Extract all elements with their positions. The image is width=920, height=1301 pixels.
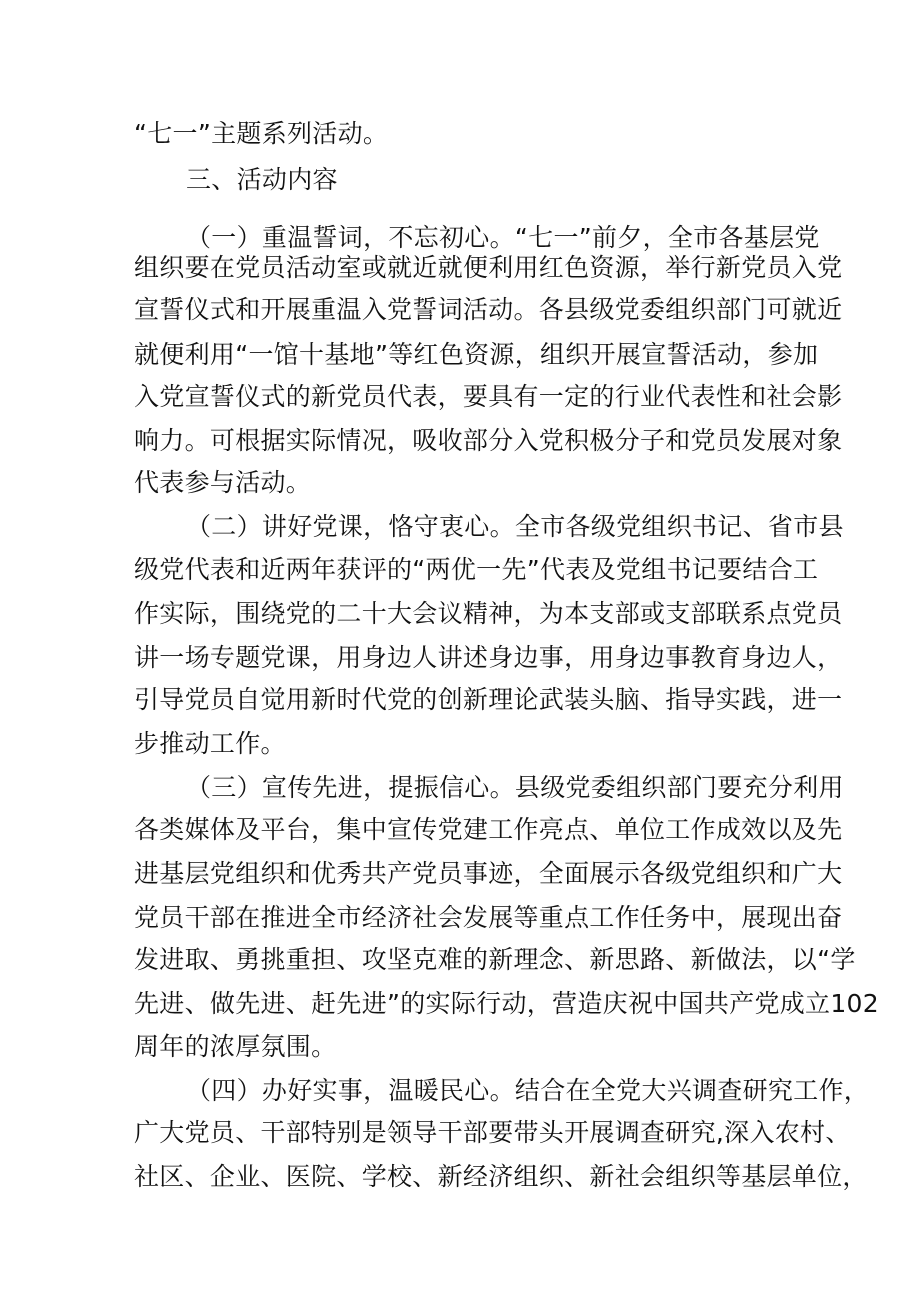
paragraph-1-line-4: 就便利用“一馆十基地”等红色资源，组织开展宣誓活动，参加	[134, 340, 819, 369]
paragraph-1-line-3: 宣誓仪式和开展重温入党誓词活动。各县级党委组织部门可就近	[134, 295, 843, 324]
paragraph-2-line-3: 作实际，围绕党的二十大会议精神，为本支部或支部联系点党员	[134, 599, 843, 628]
paragraph-2-line-6: 步推动工作。	[134, 729, 286, 758]
paragraph-2-line-2: 级党代表和近两年获评的“两优一先”代表及党组书记要结合工	[134, 555, 819, 584]
paragraph-3-line-3: 进基层党组织和优秀共产党员事迹，全面展示各级党组织和广大	[134, 859, 843, 888]
paragraph-4-line-2: 广大党员、干部特别是领导干部要带头开展调查研究,深入农村、	[134, 1118, 851, 1147]
paragraph-3-line-2: 各类媒体及平台，集中宣传党建工作亮点、单位工作成效以及先	[134, 815, 843, 844]
paragraph-3-line-7: 周年的浓厚氛围。	[134, 1032, 337, 1061]
paragraph-3-line-5: 发进取、勇挑重担、攻坚克难的新理念、新思路、新做法，以“学	[134, 945, 856, 974]
paragraph-2-line-5: 引导党员自觉用新时代党的创新理论武装头脑、指导实践，进一	[134, 685, 843, 714]
paragraph-3-line-4: 党员干部在推进全市经济社会发展等重点工作任务中，展现出奋	[134, 903, 843, 932]
paragraph-4-line-3: 社区、企业、医院、学校、新经济组织、新社会组织等基层单位，	[134, 1162, 868, 1191]
paragraph-1-line-1: （一）重温誓词，不忘初心。“七一”前夕，全市各基层党	[186, 223, 820, 252]
text-line-1: “七一”主题系列活动。	[134, 119, 389, 148]
paragraph-2-line-1: （二）讲好党课，恪守衷心。全市各级党组织书记、省市县	[186, 512, 844, 541]
paragraph-4-line-1: （四）办好实事，温暖民心。结合在全党大兴调查研究工作，	[186, 1076, 870, 1105]
paragraph-2-line-4: 讲一场专题党课，用身边人讲述身边事，用身边事教育身边人，	[134, 643, 843, 672]
paragraph-3-line-6: 先进、做先进、赶先进”的实际行动，营造庆祝中国共产党成立102	[134, 989, 879, 1018]
paragraph-1-line-5: 入党宣誓仪式的新党员代表，要具有一定的行业代表性和社会影	[134, 382, 843, 411]
paragraph-1-line-2: 组织要在党员活动室或就近就便利用红色资源，举行新党员入党	[134, 253, 843, 282]
paragraph-1-line-7: 代表参与活动。	[134, 468, 312, 497]
section-heading: 三、活动内容	[186, 165, 338, 194]
paragraph-1-line-6: 响力。可根据实际情况，吸收部分入党积极分子和党员发展对象	[134, 426, 843, 455]
paragraph-3-line-1: （三）宣传先进，提振信心。县级党委组织部门要充分利用	[186, 773, 844, 802]
